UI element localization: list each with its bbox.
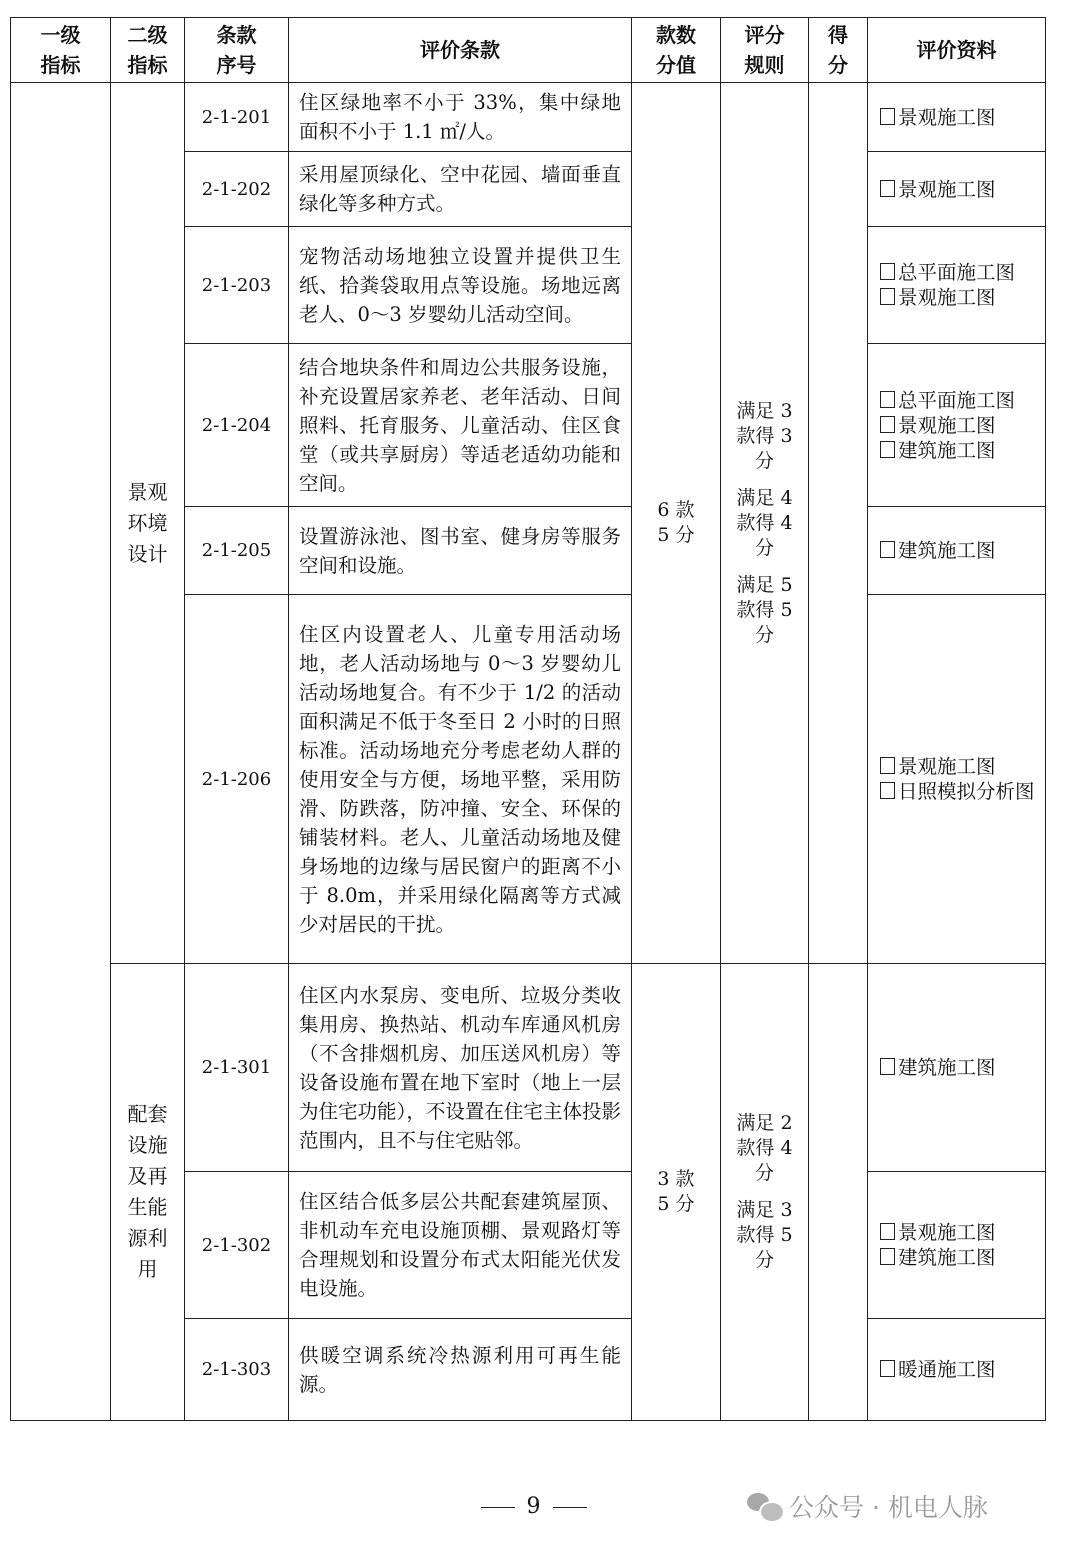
clause-text (289, 152, 632, 227)
text-segment: 源利 (127, 1226, 168, 1250)
text-segment: 设置游泳池、图书室、健身房等服务空间和设施。 (299, 524, 621, 577)
text-segment: 款得 4 (736, 511, 793, 534)
text-segment: 6 款 (657, 499, 695, 521)
table-row (11, 964, 1046, 1172)
text-segment: 满足 3 (736, 399, 793, 422)
text-segment: 满足 4 (736, 486, 793, 509)
wechat-icon (747, 1491, 781, 1521)
header-got: 得 分 (809, 18, 868, 83)
text-segment: 暖通施工图 (898, 1358, 996, 1381)
materials-cell (868, 152, 1046, 227)
text-segment: 分 (754, 623, 774, 646)
rule-block (729, 1111, 800, 1186)
text-segment: 景观施工图 (898, 177, 996, 201)
text-segment: 景观施工图 (898, 413, 996, 437)
material-item (880, 1220, 1039, 1245)
text-segment: 住区绿地率不小于 33%，集中绿地面积不小于 1.1 ㎡/人。 (299, 91, 621, 143)
checkbox-icon[interactable] (880, 782, 895, 799)
text-segment: 分 (754, 1162, 774, 1184)
text-segment: 供暖空调系统冷热源利用可再生能源。 (299, 1343, 621, 1396)
text-segment: 景观施工图 (898, 1221, 996, 1244)
level1-cell (11, 83, 111, 1421)
table-row (11, 83, 1046, 152)
page-number: 9 (0, 1494, 1067, 1519)
text-segment: 环境 (127, 510, 168, 535)
checkbox-icon[interactable] (880, 108, 895, 125)
text-segment: 用 (137, 1257, 158, 1281)
text-segment: 2-1-303 (201, 1359, 272, 1380)
text-segment: 景观 (127, 479, 168, 504)
text-segment: 建筑施工图 (898, 438, 996, 462)
checkbox-icon[interactable] (880, 288, 895, 305)
checkbox-icon[interactable] (880, 1360, 895, 1377)
text-segment: 及再 (127, 1164, 168, 1188)
materials-cell (868, 1172, 1046, 1319)
text-segment: 住区内设置老人、儿童专用活动场地，老人活动场地与 0～3 岁婴幼儿活动场地复合。有不少于 1/2 的活动面积满足不低于冬至日 2 小时的日照标准。活动场地充分考虑老幼人群的使用安全与方便，场地平整，采用防滑、防跌落，防冲撞、安全、环保的铺装材料。老人、儿童活动场地及健身场地的边缘与居民窗户的距离不小于 8.0m，并采用绿化隔离等方式减少对居民的干扰。 (299, 622, 621, 936)
rule-cell (721, 83, 809, 964)
materials-cell (868, 964, 1046, 1172)
text-segment: 景观施工图 (898, 755, 996, 778)
rule-block (729, 573, 800, 648)
text-segment: 设计 (127, 541, 168, 566)
text-segment: 3 款 (657, 1168, 695, 1190)
text-segment: 景观施工图 (898, 105, 996, 129)
clause-text (289, 1172, 632, 1319)
clause-text (289, 83, 632, 152)
level2-cell (111, 83, 185, 964)
text-segment: 总平面施工图 (898, 388, 1016, 412)
materials-cell (868, 227, 1046, 344)
text-segment: 住区结合低多层公共配套建筑屋顶、非机动车充电设施顶棚、景观路灯等合理规划和设置分布式太阳能光伏发电设施。 (299, 1190, 621, 1300)
got-cell[interactable] (809, 964, 868, 1421)
header-materials: 评价资料 (868, 18, 1046, 83)
header-level2: 二级 指标 (111, 18, 185, 83)
text-segment: 款得 5 (736, 1224, 793, 1246)
clause-text (289, 507, 632, 595)
checkbox-icon[interactable] (880, 1223, 895, 1240)
text-segment: 景观施工图 (898, 286, 996, 309)
checkbox-icon[interactable] (880, 416, 895, 433)
text-segment: 5 分 (657, 1193, 695, 1215)
clause-text (289, 344, 632, 507)
rule-block (729, 399, 800, 474)
got-cell[interactable] (809, 83, 868, 964)
evaluation-table (10, 17, 1046, 1421)
text-segment: 款得 5 (736, 598, 793, 621)
material-item (880, 1055, 1039, 1080)
text-segment: 分 (754, 449, 774, 472)
text-segment: 2-1-202 (201, 178, 272, 200)
material-item (880, 1357, 1039, 1382)
clause-text (289, 595, 632, 964)
material-item (880, 388, 1039, 413)
text-segment: 建筑施工图 (898, 1246, 996, 1269)
text-segment: 建筑施工图 (898, 539, 996, 562)
text-segment: 2-1-302 (201, 1234, 272, 1256)
text-segment: 宠物活动场地独立设置并提供卫生纸、拾粪袋取用点等设施。场地远离老人、0～3 岁婴幼儿活动空间。 (299, 244, 621, 326)
clause-id (185, 83, 289, 152)
level2-cell (111, 964, 185, 1421)
text-segment: 5 分 (657, 524, 695, 546)
clause-text (289, 1319, 632, 1421)
materials-cell (868, 507, 1046, 595)
header-seq: 条款 序号 (185, 18, 289, 83)
clause-id (185, 227, 289, 344)
text-segment: 款得 4 (736, 1137, 793, 1159)
rule-cell (721, 964, 809, 1421)
text-segment: 采用屋顶绿化、空中花园、墙面垂直绿化等多种方式。 (299, 163, 621, 215)
header-rule: 评分 规则 (721, 18, 809, 83)
material-item (880, 438, 1039, 463)
text-segment: 2-1-204 (201, 414, 272, 436)
text-segment: 满足 5 (736, 573, 793, 596)
materials-cell (868, 1319, 1046, 1421)
materials-cell (868, 595, 1046, 964)
clause-id (185, 1172, 289, 1319)
text-segment: 2-1-206 (201, 768, 272, 790)
text-segment: 住区内水泵房、变电所、垃圾分类收集用房、换热站、机动车库通风机房（不含排烟机房、加压送风机房）等设备设施布置在地下室时（地上一层为住宅功能），不设置在住宅主体投影范围内，且不与住宅贴邻。 (299, 983, 621, 1152)
material-item (880, 779, 1039, 804)
text-segment: 总平面施工图 (898, 261, 1016, 284)
header-clause: 评价条款 (289, 18, 632, 83)
checkbox-icon[interactable] (880, 1248, 895, 1265)
rule-block (729, 486, 800, 561)
score-cell (632, 83, 721, 964)
materials-cell (868, 83, 1046, 152)
checkbox-icon[interactable] (880, 180, 895, 197)
text-segment: 2-1-203 (201, 274, 272, 296)
text-segment: 2-1-301 (201, 1057, 272, 1078)
text-segment: 日照模拟分析图 (898, 780, 1035, 803)
watermark: 公众号 · 机电人脉 (747, 1488, 988, 1524)
checkbox-icon[interactable] (880, 1058, 895, 1075)
checkbox-icon[interactable] (880, 757, 895, 774)
material-item (880, 260, 1039, 285)
text-segment: 分 (754, 536, 774, 559)
checkbox-icon[interactable] (880, 541, 895, 558)
material-item (880, 177, 1039, 202)
rule-block (729, 1198, 800, 1273)
material-item (880, 538, 1039, 563)
checkbox-icon[interactable] (880, 391, 895, 408)
clause-text (289, 227, 632, 344)
clause-id (185, 507, 289, 595)
clause-id (185, 964, 289, 1172)
header-row (11, 18, 1046, 83)
text-segment: 满足 3 (736, 1199, 793, 1221)
clause-text (289, 964, 632, 1172)
text-segment: 款得 3 (736, 424, 793, 447)
text-segment: 满足 2 (736, 1112, 793, 1134)
text-segment: 分 (754, 1249, 774, 1271)
materials-cell (868, 344, 1046, 507)
material-item (880, 754, 1039, 779)
text-segment: 2-1-205 (201, 540, 272, 561)
material-item (880, 285, 1039, 310)
text-segment: 建筑施工图 (898, 1056, 996, 1079)
checkbox-icon[interactable] (880, 441, 895, 458)
clause-id (185, 344, 289, 507)
material-item (880, 105, 1039, 130)
clause-id (185, 152, 289, 227)
checkbox-icon[interactable] (880, 263, 895, 280)
material-item (880, 413, 1039, 438)
text-segment: 设施 (127, 1133, 168, 1157)
text-segment: 2-1-201 (201, 106, 272, 128)
clause-id (185, 1319, 289, 1421)
clause-id (185, 595, 289, 964)
material-item (880, 1245, 1039, 1270)
text-segment: 配套 (127, 1102, 168, 1126)
score-cell (632, 964, 721, 1421)
header-score: 款数 分值 (632, 18, 721, 83)
text-segment: 结合地块条件和周边公共服务设施，补充设置居家养老、老年活动、日间照料、托育服务、儿童活动、住区食堂（或共享厨房）等适老适幼功能和空间。 (299, 355, 621, 495)
header-level1: 一级 指标 (11, 18, 111, 83)
text-segment: 生能 (127, 1195, 168, 1219)
